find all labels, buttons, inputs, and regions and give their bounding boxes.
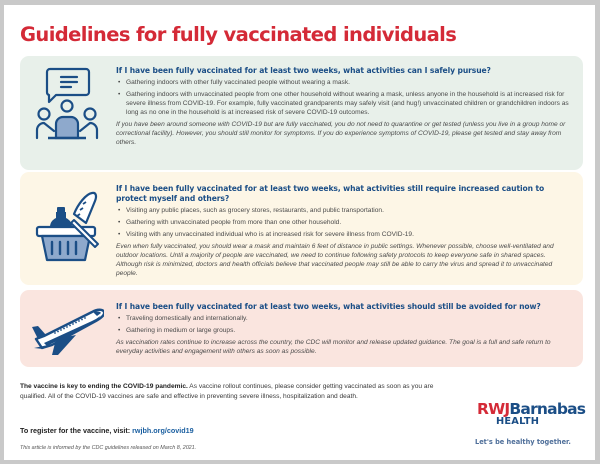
list-item: • Visiting any public places, such as grocery stores, restaurants, and public transportation.	[116, 206, 573, 215]
rwjbarnabas-logo	[477, 400, 586, 427]
logo-rwj: RWJ	[477, 400, 510, 418]
bullet-list	[116, 314, 573, 335]
register-link[interactable]: rwjbh.org/covid19	[132, 426, 194, 435]
section-question: If I have been fully vaccinated for at least two weeks, what activities should still be avoided for now?	[116, 302, 541, 311]
bullet-list	[116, 206, 573, 239]
section-safe-activities	[20, 56, 583, 170]
logo-health: HEALTH	[496, 416, 540, 427]
section-question: If I have been fully vaccinated for at least two weeks, what activities still require increased caution to protect myself and others?	[116, 184, 545, 203]
section-note: As vaccination rates continue to increase across the country, the CDC will monitor and release updated guidance. The goal is a full and safe return to everyday activities and engagement with others as soon as possible.	[116, 339, 551, 355]
footer-lead-bold: The vaccine is key to ending the COVID-19 pandemic.	[20, 383, 188, 390]
list-item: • Gathering indoors with other fully vaccinated people without wearing a mask.	[116, 78, 573, 87]
logo-barnabas: Barnabas	[509, 400, 586, 418]
footer-lead-text: As vaccine rollout continues, please consider getting vaccinated as soon as you are qualified. All of the COVID-19 vaccines are safe and effective in preventing severe illness, hospitalization and death.	[20, 383, 434, 400]
section-note: If you have been around someone with COVID-19 but are fully vaccinated, you do not need to quarantine or get tested (unless you live in a group home or correctional facility). However, you should still monitor for symptoms. If you do experience symptoms of COVID-19, please get tested and stay away from others.	[116, 121, 566, 146]
list-item: • Traveling domestically and internationally.	[116, 314, 573, 323]
bullet-list	[116, 78, 573, 117]
list-item: • Gathering with unvaccinated people from more than one other household.	[116, 218, 573, 227]
source-note: This article is informed by the CDC guidelines released on March 8, 2021.	[20, 445, 197, 451]
section-question: If I have been fully vaccinated for at least two weeks, what activities can I safely pursue?	[116, 66, 491, 75]
list-item: • Visiting with any unvaccinated individual who is at increased risk for severe illness from COVID-19.	[116, 230, 573, 239]
grocery-basket-icon	[34, 190, 100, 266]
logo-wordmark	[477, 400, 586, 418]
section-note: Even when fully vaccinated, you should wear a mask and maintain 6 feet of distance in public settings. Whenever possible, choose well-ventilated and outdoor locations. Until a majority of people are vaccinated, we need to continue following safety protocols to keep everyone safe in shared spaces. Although risk is minimized, doctors and health officials believe that vaccinated people may still be able to carry the virus and spread it to unvaccinated people.	[116, 243, 554, 277]
meeting-group-icon	[34, 66, 100, 146]
section-caution-activities	[20, 172, 583, 285]
register-label: To register for the vaccine, visit:	[20, 426, 133, 435]
footer-paragraph	[20, 382, 460, 402]
airplane-icon	[30, 301, 104, 357]
logo-tagline: Let's be healthy together.	[475, 438, 571, 446]
list-item: • Gathering indoors with unvaccinated people from one other household without wearing a mask, unless anyone in the household is at increased risk for severe illness from COVID-19. For example, fully vaccinated grandparents may safely visit (and hug!) unvaccinated children or grandchildren indoors as long as no one in the household is at increased risk of severe COVID-19 outcomes.	[116, 90, 573, 117]
flyer-page	[4, 5, 595, 460]
register-line	[20, 426, 194, 435]
page-title: Guidelines for fully vaccinated individuals	[20, 23, 457, 46]
list-item: • Gathering in medium or large groups.	[116, 326, 573, 335]
section-avoid-activities	[20, 290, 583, 367]
